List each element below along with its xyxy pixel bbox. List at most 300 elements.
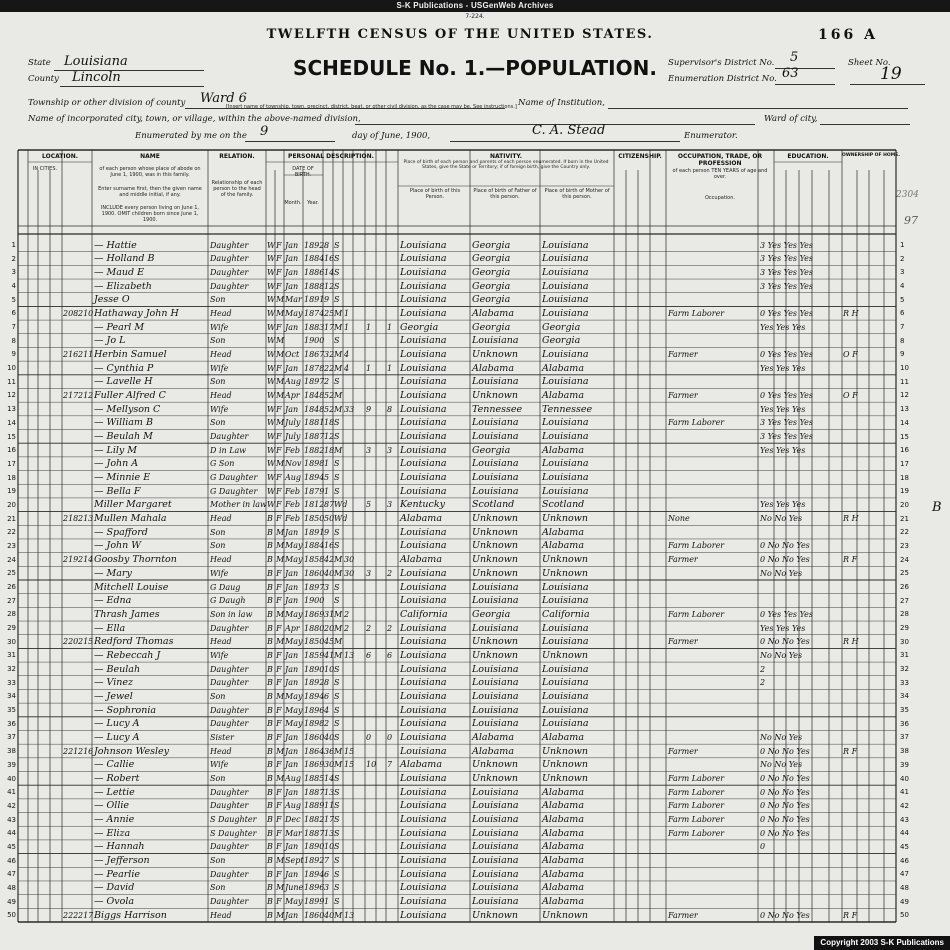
row-number-right: 5: [900, 295, 905, 304]
occupation: None: [668, 514, 690, 524]
age: 8: [324, 240, 330, 250]
birthplace-father: Unknown: [472, 348, 518, 360]
birth-year: 1880: [304, 623, 325, 633]
row-number-right: 15: [900, 432, 909, 441]
sex: F: [276, 732, 282, 742]
occupation: Farmer: [668, 746, 698, 756]
row-number-right: 41: [900, 788, 909, 797]
occupation: Farm Laborer: [668, 308, 725, 318]
birthplace-person: Louisiana: [400, 622, 447, 634]
person-name: — Robert: [94, 773, 140, 785]
birthplace-father: Louisiana: [472, 663, 519, 675]
marital-status: M: [334, 445, 343, 455]
person-name: — Callie: [94, 759, 135, 771]
age: 40: [324, 732, 335, 742]
row-number-left: 22: [7, 528, 16, 537]
birthplace-person: Louisiana: [400, 773, 447, 785]
marital-status: S: [334, 267, 340, 277]
person-name: — Elizabeth: [94, 280, 152, 292]
incorporated-label: Name of incorporated city, town, or village, within the above-named division,: [28, 114, 361, 124]
years-married: 2: [344, 623, 350, 633]
age: 25: [324, 308, 335, 318]
children-living: 3: [387, 500, 393, 510]
row-number-right: 23: [900, 541, 909, 550]
children-living: 1: [387, 363, 393, 373]
row-number-right: 26: [900, 583, 909, 591]
birthplace-person: Louisiana: [400, 690, 447, 702]
color-race: B: [267, 555, 273, 565]
marital-status: M: [334, 609, 343, 619]
education: 3 Yes Yes Yes: [760, 240, 813, 250]
row-number-right: 13: [900, 405, 909, 414]
row-number-right: 49: [900, 897, 909, 906]
birth-year: 1897: [304, 582, 325, 592]
birthplace-father: Louisiana: [472, 417, 519, 429]
person-name: — Jewel: [94, 690, 133, 702]
children-born: 3: [366, 445, 372, 455]
birth-year: 1881: [304, 418, 325, 428]
birth-year: 1860: [304, 568, 325, 578]
sex: M: [276, 910, 285, 920]
color-race: B: [267, 705, 273, 715]
row-number-right: 31: [900, 651, 909, 660]
row-number-left: 36: [7, 719, 16, 728]
birthplace-mother: Louisiana: [542, 690, 589, 702]
group-nativity: NATIVITY.: [489, 153, 523, 160]
birthplace-person: Louisiana: [400, 294, 447, 306]
marital-status: S: [334, 418, 340, 428]
color-race: B: [267, 596, 273, 606]
birthplace-mother: Unknown: [542, 759, 588, 771]
institution-label: Name of Institution,: [518, 98, 605, 108]
row-number-left: 1: [11, 241, 16, 249]
person-name: — Beulah M: [94, 431, 153, 443]
birth-year: 1884: [304, 541, 325, 551]
relation-desc: Relationship of each person to the head of the family.: [211, 180, 263, 198]
birthplace-person: Louisiana: [400, 307, 447, 319]
birthplace-father: Louisiana: [472, 855, 519, 867]
row-number-left: 43: [7, 815, 16, 824]
person-name: — Spafford: [94, 526, 148, 538]
row-number-right: 17: [900, 459, 909, 468]
marital-status: S: [334, 527, 340, 537]
marital-status: S: [334, 678, 340, 688]
marital-status: M: [334, 760, 343, 770]
row-number-left: 47: [7, 870, 16, 879]
row-number-right: 21: [900, 514, 909, 523]
birthplace-mother: Louisiana: [542, 431, 589, 443]
birthplace-father: Louisiana: [472, 882, 519, 894]
children-born: 2: [366, 623, 372, 633]
birthplace-father: Louisiana: [472, 458, 519, 470]
sex: F: [276, 363, 282, 373]
color-race: B: [267, 760, 273, 770]
color-race: W: [267, 336, 276, 346]
children-living: 2: [387, 623, 393, 633]
name-desc: of each person whose place of abode on June 1, 1900, was in this family.: [99, 166, 201, 178]
marital-status: S: [334, 719, 340, 729]
relation: Head: [210, 637, 232, 647]
family-number: 212: [78, 390, 94, 400]
years-married: 30: [344, 555, 355, 565]
dwelling-number: 219: [63, 555, 79, 565]
birthplace-mother: Scotland: [542, 499, 585, 511]
marital-status: S: [334, 869, 340, 879]
row-number-left: 24: [7, 555, 16, 564]
color-race: B: [267, 514, 273, 524]
row-number-right: 18: [900, 473, 909, 482]
sex: M: [276, 377, 285, 387]
birthplace-mother: Louisiana: [542, 266, 589, 278]
color-race: W: [267, 390, 276, 400]
birth-month: Jan: [285, 650, 299, 660]
person-name: Redford Thomas: [94, 636, 174, 648]
person-name: — Vinez: [94, 677, 133, 689]
birth-year: 1860: [304, 910, 325, 920]
age: 1: [324, 459, 330, 469]
age: 5: [324, 473, 330, 483]
birth-month: Jan: [285, 568, 299, 578]
sex: F: [276, 828, 282, 838]
color-race: W: [267, 459, 276, 469]
relation: Head: [210, 390, 232, 400]
birthplace-father: Louisiana: [472, 704, 519, 716]
person-name: Miller Margaret: [94, 499, 172, 511]
row-number-right: 10: [900, 364, 909, 373]
birthplace-person: Louisiana: [400, 636, 447, 648]
relation: Daughter: [210, 281, 249, 291]
years-married: 13: [344, 650, 355, 660]
relation: Head: [210, 746, 232, 756]
age: 7: [324, 856, 330, 866]
birthplace-mother: Louisiana: [542, 485, 589, 497]
occupation: Farm Laborer: [668, 815, 725, 825]
person-name: Mitchell Louise: [94, 581, 169, 593]
relation: Daughter: [210, 719, 249, 729]
relation: S Daughter: [210, 828, 257, 838]
occupation-desc: of each person TEN YEARS of age and over.: [672, 168, 768, 180]
birthplace-father: Louisiana: [472, 868, 519, 880]
relation: Wife: [210, 363, 229, 373]
row-number-right: 27: [900, 596, 909, 605]
person-name: — Cynthia P: [94, 362, 154, 374]
birthplace-father: Louisiana: [472, 690, 519, 702]
birthplace-father: Louisiana: [472, 677, 519, 689]
county-value: Lincoln: [72, 70, 121, 85]
row-number-left: 11: [7, 377, 16, 386]
birthplace-person: California: [400, 608, 448, 620]
education: 0 No No Yes: [760, 828, 810, 838]
birthplace-person: Louisiana: [400, 403, 447, 415]
relation: Son: [210, 883, 226, 893]
relation: Wife: [210, 404, 229, 414]
birthplace-father: Georgia: [472, 253, 511, 265]
relation: D in Law: [210, 445, 247, 455]
marital-status: S: [334, 856, 340, 866]
birthplace-mother: Alabama: [542, 827, 584, 839]
age: 14: [324, 267, 335, 277]
relation: Daughter: [210, 678, 249, 688]
row-number-left: 8: [11, 336, 16, 345]
birthplace-person: Louisiana: [400, 567, 447, 579]
group-personal: PERSONAL DESCRIPTION.: [288, 153, 374, 160]
person-name: — Ollie: [94, 800, 130, 812]
color-race: W: [267, 254, 276, 264]
sheet-value: 19: [880, 64, 902, 84]
birth-month: May: [285, 308, 303, 318]
row-number-right: 48: [900, 883, 909, 892]
birthplace-person: Louisiana: [400, 731, 447, 743]
age: 52: [324, 390, 335, 400]
birth-month: May: [285, 691, 303, 701]
sex: F: [276, 650, 282, 660]
birthplace-mother: Louisiana: [542, 294, 589, 306]
row-number-right: 30: [900, 637, 909, 646]
occupation: Farmer: [668, 910, 698, 920]
color-race: W: [267, 500, 276, 510]
marital-status: M: [334, 322, 343, 332]
person-name: — Eliza: [94, 827, 131, 839]
margin-b: B: [932, 500, 942, 515]
birth-month: May: [285, 719, 303, 729]
age: 87: [324, 500, 335, 510]
birth-year: 1850: [304, 637, 325, 647]
row-number-left: 32: [7, 665, 16, 674]
sex: M: [276, 349, 285, 359]
person-name: — Edna: [94, 595, 132, 607]
birth-year: 1897: [304, 377, 325, 387]
county-label: County: [28, 74, 59, 84]
marital-status: S: [334, 883, 340, 893]
birthplace-father: Georgia: [472, 444, 511, 456]
row-number-right: 28: [900, 610, 909, 619]
birthplace-person: Louisiana: [400, 786, 447, 798]
children-living: 7: [387, 760, 393, 770]
birth-month: Jan: [285, 527, 299, 537]
marital-status: M: [334, 623, 343, 633]
birthplace-mother: Louisiana: [542, 622, 589, 634]
sex: M: [276, 691, 285, 701]
sex: F: [276, 719, 282, 729]
row-number-left: 44: [7, 829, 16, 838]
occupation: Farm Laborer: [668, 609, 725, 619]
person-name: — Mellyson C: [94, 403, 161, 415]
birthplace-father: Unknown: [472, 909, 518, 921]
age: 3: [324, 582, 330, 592]
marital-status: S: [334, 295, 340, 305]
row-number-left: 13: [7, 405, 16, 414]
marital-status: S: [334, 377, 340, 387]
group-relation: RELATION.: [219, 153, 255, 160]
age: 42: [324, 555, 335, 565]
marital-status: S: [334, 691, 340, 701]
children-born: 5: [366, 500, 372, 510]
years-married: 30: [344, 568, 355, 578]
education: No No Yes: [760, 568, 803, 578]
person-name: Jesse O: [94, 294, 130, 306]
birthplace-father: Louisiana: [472, 786, 519, 798]
color-race: B: [267, 541, 273, 551]
sex: M: [276, 609, 285, 619]
birthplace-father: Louisiana: [472, 335, 519, 347]
birthplace-person: Louisiana: [400, 389, 447, 401]
row-number-right: 4: [900, 282, 905, 291]
row-number-right: 42: [900, 801, 909, 810]
marital-status: S: [334, 336, 340, 346]
place-mother-label: Place of birth of Mother of this person.: [544, 188, 610, 200]
person-name: — John A: [94, 458, 139, 470]
row-number-left: 39: [7, 760, 16, 769]
color-race: B: [267, 691, 273, 701]
birthplace-person: Louisiana: [400, 677, 447, 689]
relation: Son: [210, 377, 226, 387]
marital-status: M: [334, 650, 343, 660]
birth-year: 1894: [304, 473, 325, 483]
page-number: 166 A: [818, 27, 878, 43]
education: 0 No No Yes: [760, 555, 810, 565]
township-note: [Insert name of township, town, precinct, district, beat, or other civil division, as the case may be. See instructions.]: [226, 104, 517, 110]
birthplace-father: Louisiana: [472, 814, 519, 826]
family-number: 211: [78, 349, 94, 359]
birth-year: 1896: [304, 883, 325, 893]
person-name: — Mary: [94, 567, 132, 579]
birthplace-mother: Louisiana: [542, 376, 589, 388]
birth-month: Jan: [285, 582, 299, 592]
row-number-left: 48: [7, 883, 16, 892]
marital-status: M: [334, 555, 343, 565]
age: 22: [324, 363, 335, 373]
sex: M: [276, 746, 285, 756]
birth-year: 1885: [304, 774, 325, 784]
birthplace-person: Louisiana: [400, 800, 447, 812]
occupation: Farm Laborer: [668, 828, 725, 838]
dwelling-number: 217: [63, 390, 79, 400]
relation: Wife: [210, 568, 229, 578]
birthplace-father: Alabama: [472, 362, 514, 374]
birthplace-person: Louisiana: [400, 335, 447, 347]
occupation: Farm Laborer: [668, 787, 725, 797]
row-number-right: 1: [900, 241, 905, 249]
sex: F: [276, 664, 282, 674]
relation: Son: [210, 856, 226, 866]
color-race: B: [267, 897, 273, 907]
color-race: B: [267, 801, 273, 811]
birthplace-person: Louisiana: [400, 458, 447, 470]
form-number: 7-224.: [465, 13, 485, 20]
relation: Son: [210, 774, 226, 784]
person-name: — Rebeccah J: [94, 649, 161, 661]
row-number-right: 19: [900, 487, 909, 496]
row-number-right: 34: [900, 692, 909, 701]
age: 13: [324, 787, 335, 797]
relation: Daughter: [210, 240, 249, 250]
education: 0 No No Yes: [760, 801, 810, 811]
birth-month: June: [285, 883, 304, 893]
age: 10: [324, 842, 335, 852]
years-married: 2: [344, 609, 350, 619]
sex: F: [276, 596, 282, 606]
color-race: B: [267, 842, 273, 852]
education: 0 No No Yes: [760, 815, 810, 825]
color-race: W: [267, 267, 276, 277]
age: 14: [324, 774, 335, 784]
row-number-right: 7: [900, 323, 905, 332]
enumerated-suffix: day of June, 1900,: [352, 131, 431, 141]
birthplace-mother: Louisiana: [542, 458, 589, 470]
marital-status: S: [334, 582, 340, 592]
dwelling-number: 220: [63, 637, 79, 647]
row-number-right: 12: [900, 391, 909, 400]
education: Yes Yes Yes: [760, 404, 806, 414]
birthplace-mother: Alabama: [542, 814, 584, 826]
marital-status: S: [334, 473, 340, 483]
education: 3 Yes Yes Yes: [760, 432, 813, 442]
marital-status: S: [334, 815, 340, 825]
row-number-right: 9: [900, 350, 905, 359]
relation: Son in law: [210, 609, 253, 619]
age: 6: [324, 869, 330, 879]
home-ownership: O F: [843, 349, 858, 359]
birthplace-mother: Louisiana: [542, 581, 589, 593]
relation: Son: [210, 295, 226, 305]
birthplace-father: Scotland: [472, 499, 515, 511]
children-living: 0: [387, 732, 393, 742]
relation: Son: [210, 418, 226, 428]
birth-year: 1890: [304, 842, 325, 852]
color-race: B: [267, 910, 273, 920]
age: 11: [324, 801, 335, 811]
marital-status: M: [334, 746, 343, 756]
birth-month: Jan: [285, 678, 299, 688]
birth-year: 1887: [304, 787, 325, 797]
sex: F: [276, 869, 282, 879]
occupation: Farm Laborer: [668, 418, 725, 428]
person-name: Fuller Alfred C: [94, 389, 166, 401]
age: 13: [324, 828, 335, 838]
dwelling-number: 218: [63, 514, 79, 524]
birth-month: Jan: [285, 869, 299, 879]
birthplace-person: Louisiana: [400, 485, 447, 497]
row-number-left: 35: [7, 706, 16, 715]
row-number-left: 16: [7, 446, 16, 455]
years-married: 4: [344, 363, 350, 373]
birth-year: 1859: [304, 650, 325, 660]
person-name: — Pearl M: [94, 321, 145, 333]
marital-status: S: [334, 486, 340, 496]
birthplace-father: Louisiana: [472, 472, 519, 484]
age: 20: [324, 623, 335, 633]
birth-year: 1850: [304, 514, 325, 524]
birthplace-mother: Alabama: [542, 540, 584, 552]
row-number-left: 21: [7, 514, 16, 523]
birthplace-father: Louisiana: [472, 431, 519, 443]
nativity-desc: Place of birth of each person and parents of each person enumerated. If born in the United States, give the State or Territory; if of foreign birth, give the Country only.: [403, 160, 609, 170]
person-name: — Lavelle H: [94, 376, 153, 388]
sex: F: [276, 623, 282, 633]
marital-status: M: [334, 910, 343, 920]
education: Yes Yes Yes: [760, 500, 806, 510]
birthplace-father: Tennessee: [472, 403, 523, 415]
birth-year: 1869: [304, 609, 325, 619]
sex: M: [276, 390, 285, 400]
birth-year: 1812: [304, 500, 325, 510]
row-number-left: 7: [11, 323, 16, 332]
birthplace-father: Louisiana: [472, 718, 519, 730]
birthplace-person: Alabama: [400, 759, 442, 771]
relation: Head: [210, 514, 232, 524]
sex: F: [276, 897, 282, 907]
years-married: 15: [344, 746, 355, 756]
